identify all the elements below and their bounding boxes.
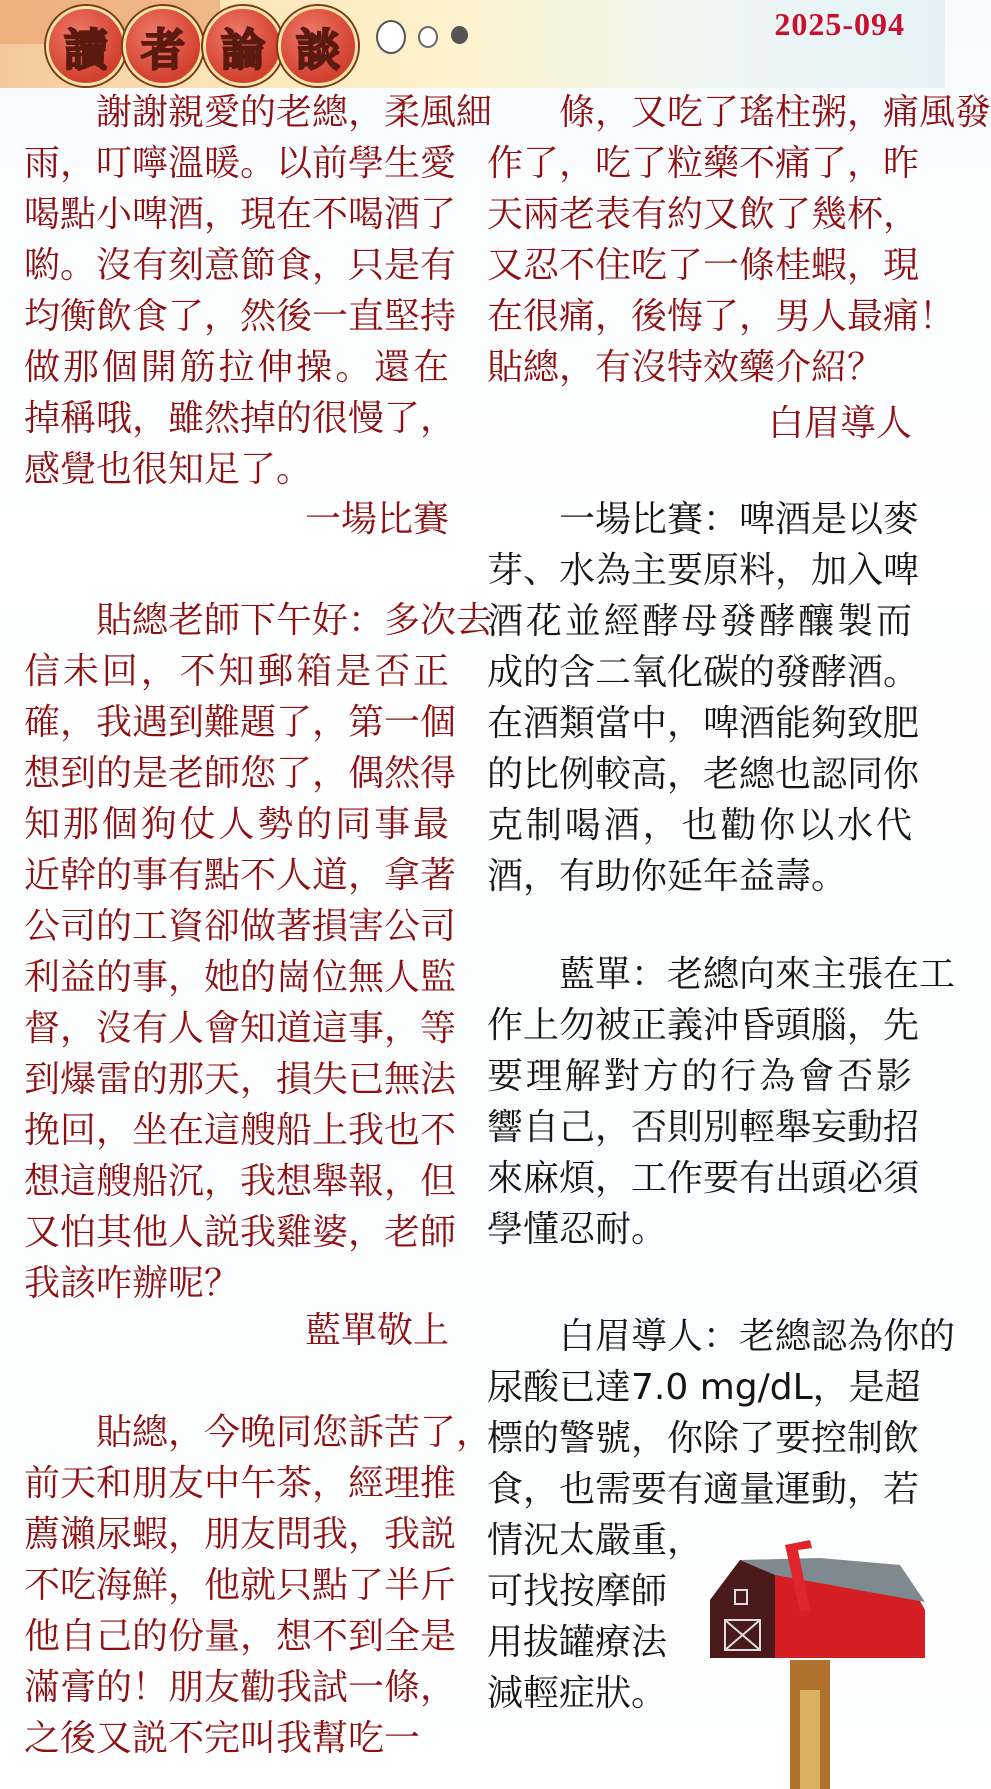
text-line: 滿膏的！朋友勸我試一條，	[24, 1667, 457, 1708]
text-line: 響自己，否則別輕舉妄動招	[487, 1107, 920, 1148]
title-char: 者	[141, 25, 185, 76]
letter-2	[24, 595, 493, 1309]
text-line: 條，又吃了瑤柱粥，痛風發	[559, 92, 991, 133]
text-line: 作上勿被正義沖昏頭腦，先	[487, 1005, 920, 1046]
text-line: 食，也需要有適量運動，若	[487, 1469, 920, 1510]
text-line: 做那個開筋拉伸操。還在	[24, 347, 449, 388]
text-line: 到爆雷的那天，損失已無法	[24, 1059, 457, 1100]
text-line: 藍單：老總向來主張在工	[559, 954, 956, 995]
letter-1	[24, 87, 493, 495]
text-line: 芽、水為主要原料，加入啤	[487, 550, 920, 591]
text-line: 謝謝親愛的老總，柔風細	[96, 92, 493, 133]
text-line: 他自己的份量，想不到全是	[24, 1616, 457, 1657]
reply-2	[487, 949, 956, 1255]
text-line: 一場比賽：啤酒是以麥	[559, 499, 920, 540]
text-line: 信未回，不知郵箱是否正	[24, 651, 449, 692]
letter-3	[24, 1407, 493, 1764]
decorative-dot-icon	[418, 26, 438, 48]
text-line: 尿酸已達7.0 mg/dL，是超	[487, 1367, 921, 1408]
text-line: 克制喝酒，也勸你以水代	[487, 805, 912, 846]
text-line: 標的警號，你除了要控制飲	[487, 1418, 920, 1459]
title-char-circle	[46, 6, 126, 86]
text-line: 利益的事，她的崗位無人監	[24, 957, 457, 998]
text-line: 的比例較高，老總也認同你	[487, 754, 920, 795]
text-line: 均衡飲食了，然後一直堅持	[24, 296, 457, 337]
title-char-circle	[123, 6, 203, 86]
text-line: 想到的是老師您了，偶然得	[24, 753, 457, 794]
title-char-circle	[278, 6, 358, 86]
text-line: 用拔罐療法	[487, 1622, 668, 1663]
text-line: 我該咋辦呢？	[24, 1263, 241, 1304]
text-line: 挽回，坐在這艘船上我也不	[24, 1110, 457, 1151]
title-char-circle	[203, 6, 283, 86]
text-line: 喝點小啤酒，現在不喝酒了	[24, 194, 457, 235]
text-line: 督，沒有人會知道這事，等	[24, 1008, 457, 1049]
title-char: 讀	[64, 25, 108, 76]
text-line: 知那個狗仗人勢的同事最	[24, 804, 449, 845]
issue-number: 2025-094	[774, 6, 905, 42]
text-line: 想這艘船沉，我想舉報，但	[24, 1161, 457, 1202]
signature-1: 一場比賽	[304, 499, 449, 540]
red-barn-mailbox-icon	[700, 1540, 930, 1789]
text-line: 情況太嚴重，	[487, 1520, 704, 1561]
decorative-dot-icon	[376, 20, 406, 54]
signature-2: 藍單敬上	[304, 1310, 449, 1351]
text-line: 在酒類當中，啤酒能夠致肥	[487, 703, 920, 744]
title-char: 論	[221, 25, 265, 76]
text-line: 作了，吃了粒藥不痛了，昨	[487, 143, 920, 184]
signature-3: 白眉導人	[767, 403, 912, 444]
text-line: 雨，叮嚀溫暖。以前學生愛	[24, 143, 457, 184]
text-line: 來麻煩，工作要有出頭必須	[487, 1158, 920, 1199]
text-line: 又忍不住吃了一條桂蝦，現	[487, 245, 920, 286]
text-line: 貼總，今晚同您訴苦了，	[96, 1412, 493, 1453]
text-line: 確，我遇到難題了，第一個	[24, 702, 457, 743]
text-line: 不吃海鮮，他就只點了半斤	[24, 1565, 457, 1606]
text-line: 薦瀨尿蝦，朋友問我，我説	[24, 1514, 457, 1555]
text-line: 要理解對方的行為會否影	[487, 1056, 912, 1097]
text-line: 可找按摩師	[487, 1571, 668, 1612]
letter-3-continued	[487, 87, 991, 393]
text-line: 減輕症狀。	[487, 1673, 668, 1714]
text-line: 掉稱哦，雖然掉的很慢了，	[24, 398, 457, 439]
text-line: 前天和朋友中午茶，經理推	[24, 1463, 457, 1504]
text-line: 白眉導人：老總認為你的	[559, 1316, 956, 1357]
text-line: 公司的工資卻做著損害公司	[24, 906, 457, 947]
title-char: 談	[296, 25, 340, 76]
text-line: 之後又説不完叫我幫吃一	[24, 1718, 421, 1759]
text-line: 又怕其他人説我雞婆，老師	[24, 1212, 457, 1253]
column-header	[0, 0, 945, 88]
text-line: 酒，有助你延年益壽。	[487, 856, 848, 897]
text-line: 貼總，有沒特效藥介紹？	[487, 347, 884, 388]
decorative-dot-icon	[451, 26, 468, 44]
text-line: 在很痛，後悔了，男人最痛！	[487, 296, 956, 337]
text-line: 學懂忍耐。	[487, 1209, 668, 1250]
reply-1	[487, 494, 920, 902]
text-line: 成的含二氧化碳的發酵酒。	[487, 652, 920, 693]
text-line: 喲。沒有刻意節食，只是有	[24, 245, 457, 286]
text-line: 酒花並經酵母發酵釀製而	[487, 601, 912, 642]
text-line: 天兩老表有約又飲了幾杯，	[487, 194, 920, 235]
text-line: 貼總老師下午好：多次去	[96, 600, 493, 641]
text-line: 感覺也很知足了。	[24, 449, 313, 490]
text-line: 近幹的事有點不人道，拿著	[24, 855, 457, 896]
